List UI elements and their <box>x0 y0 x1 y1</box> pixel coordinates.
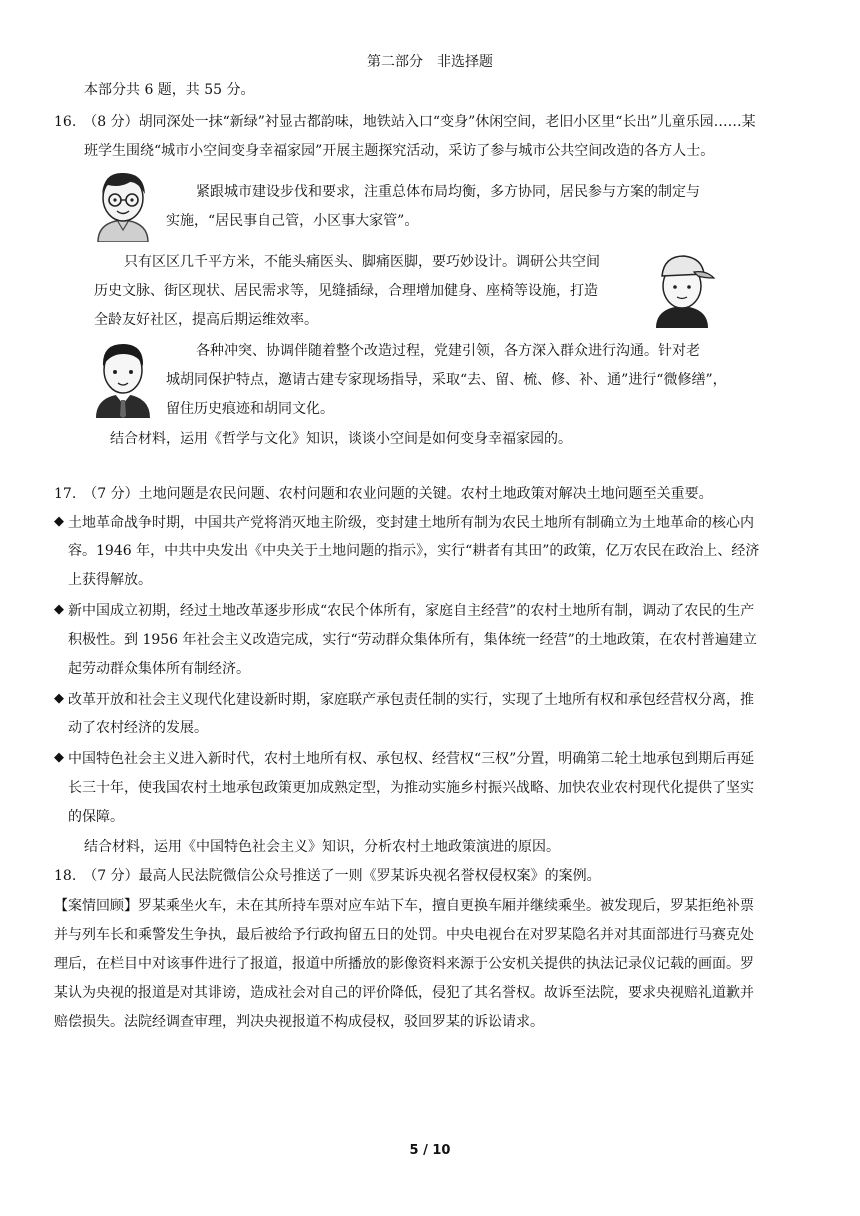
speaker-3-line-1: 各种冲突、协调伴随着整个改造过程，党建引领，各方深入群众进行沟通。针对老 <box>196 343 700 359</box>
bullet-diamond-icon: ◆ <box>54 514 64 529</box>
q17-bullet-2-line-3: 起劳动群众集体所有制经济。 <box>68 661 250 677</box>
q18-intro: 18. （7 分）最高人民法院微信公众号推送了一则《罗某诉央视名誉权侵权案》的案例。 <box>54 868 601 884</box>
q16-line-1: 16. （8 分）胡同深处一抹“新绿”衬显古都韵味，地铁站入口“变身”休闲空间，老旧小区里“长出”儿童乐园……某 <box>54 114 756 130</box>
q17-bullet-3-line-2: 动了农村经济的发展。 <box>68 720 208 736</box>
speaker-2-line-1: 只有区区几千平方米，不能头痛医头、脚痛医脚，要巧妙设计。调研公共空间 <box>124 254 600 270</box>
q18-line-4: 某认为央视的报道是对其诽谤，造成社会对自己的评价降低，侵犯了其名誉权。故诉至法院，要求央视赔礼道歉并 <box>54 985 754 1001</box>
q17-intro: 17. （7 分）土地问题是农民问题、农村问题和农业问题的关键。农村土地政策对解决土地问题至关重要。 <box>54 486 713 502</box>
q18-line-2: 并与列车长和乘警发生争执，最后被给予行政拘留五日的处罚。中央电视台在对罗某隐名并对其面部进行马赛克处 <box>54 927 754 943</box>
q18-line-1: 【案情回顾】罗某乘坐火车，未在其所持车票对应车站下车，擅自更换车厢并继续乘坐。被发现后，罗某拒绝补票 <box>54 898 754 914</box>
q17-bullet-2-line-2: 积极性。到 1956 年社会主义改造完成，实行“劳动群众集体所有，集体统一经营”的土地政策，在农村普遍建立 <box>68 632 757 648</box>
section-title: 第二部分 非选择题 <box>367 54 493 70</box>
q17-bullet-2-line-1: 新中国成立初期，经过土地改革逐步形成“农民个体所有，家庭自主经营”的农村土地所有制，调动了农民的生产 <box>68 603 755 619</box>
speaker-1-line-2: 实施，“居民事自己管，小区事大家管”。 <box>166 213 419 229</box>
bullet-diamond-icon: ◆ <box>54 750 64 765</box>
speaker-1-line-1: 紧跟城市建设步伐和要求，注重总体布局均衡，多方协同，居民参与方案的制定与 <box>196 184 700 200</box>
q16-prompt: 结合材料，运用《哲学与文化》知识，谈谈小空间是如何变身幸福家园的。 <box>110 431 572 447</box>
speaker-2-line-3: 全龄友好社区，提高后期运维效率。 <box>94 312 318 328</box>
q17-bullet-1-line-3: 上获得解放。 <box>68 572 152 588</box>
q17-bullet-1-line-2: 容。1946 年，中共中央发出《中央关于土地问题的指示》，实行“耕者有其田”的政策，亿万农民在政治上、经济 <box>68 543 760 559</box>
section-intro: 本部分共 6 题，共 55 分。 <box>84 82 255 98</box>
speaker-2-line-2: 历史文脉、街区现状、居民需求等，见缝插绿，合理增加健身、座椅等设施，打造 <box>94 283 598 299</box>
q18-line-3: 理后，在栏目中对该事件进行了报道，报道中所播放的影像资料来源于公安机关提供的执法记录仪记载的画面。罗 <box>54 956 754 972</box>
engineer-cap-avatar-icon <box>648 252 716 328</box>
bullet-diamond-icon: ◆ <box>54 602 64 617</box>
q17-bullet-3-line-1: 改革开放和社会主义现代化建设新时期，家庭联产承包责任制的实行，实现了土地所有权和承包经营权分离，推 <box>68 692 754 708</box>
q16-line-2: 班学生围绕“城市小空间变身幸福家园”开展主题探究活动，采访了参与城市公共空间改造的各方人士。 <box>84 143 715 159</box>
official-suit-avatar-icon <box>90 338 156 418</box>
student-glasses-avatar-icon <box>90 168 156 242</box>
speaker-3-line-3: 留住历史痕迹和胡同文化。 <box>166 401 334 417</box>
q17-prompt: 结合材料，运用《中国特色社会主义》知识，分析农村土地政策演进的原因。 <box>84 839 560 855</box>
q17-bullet-4-line-2: 长三十年，使我国农村土地承包政策更加成熟定型，为推动实施乡村振兴战略、加快农业农村现代化提供了坚实 <box>68 780 754 796</box>
q17-bullet-4-line-1: 中国特色社会主义进入新时代，农村土地所有权、承包权、经营权“三权”分置，明确第二轮土地承包到期后再延 <box>68 751 755 767</box>
bullet-diamond-icon: ◆ <box>54 691 64 706</box>
page-number: 5 / 10 <box>409 1143 451 1158</box>
q17-bullet-4-line-3: 的保障。 <box>68 809 124 825</box>
q18-line-5: 赔偿损失。法院经调查审理，判决央视报道不构成侵权，驳回罗某的诉讼请求。 <box>54 1014 544 1030</box>
q17-bullet-1-line-1: 土地革命战争时期，中国共产党将消灭地主阶级，变封建土地所有制为农民土地所有制确立为土地革命的核心内 <box>68 515 754 531</box>
speaker-3-line-2: 城胡同保护特点，邀请古建专家现场指导，采取“去、留、梳、修、补、通”进行“微修缮”， <box>166 372 727 388</box>
